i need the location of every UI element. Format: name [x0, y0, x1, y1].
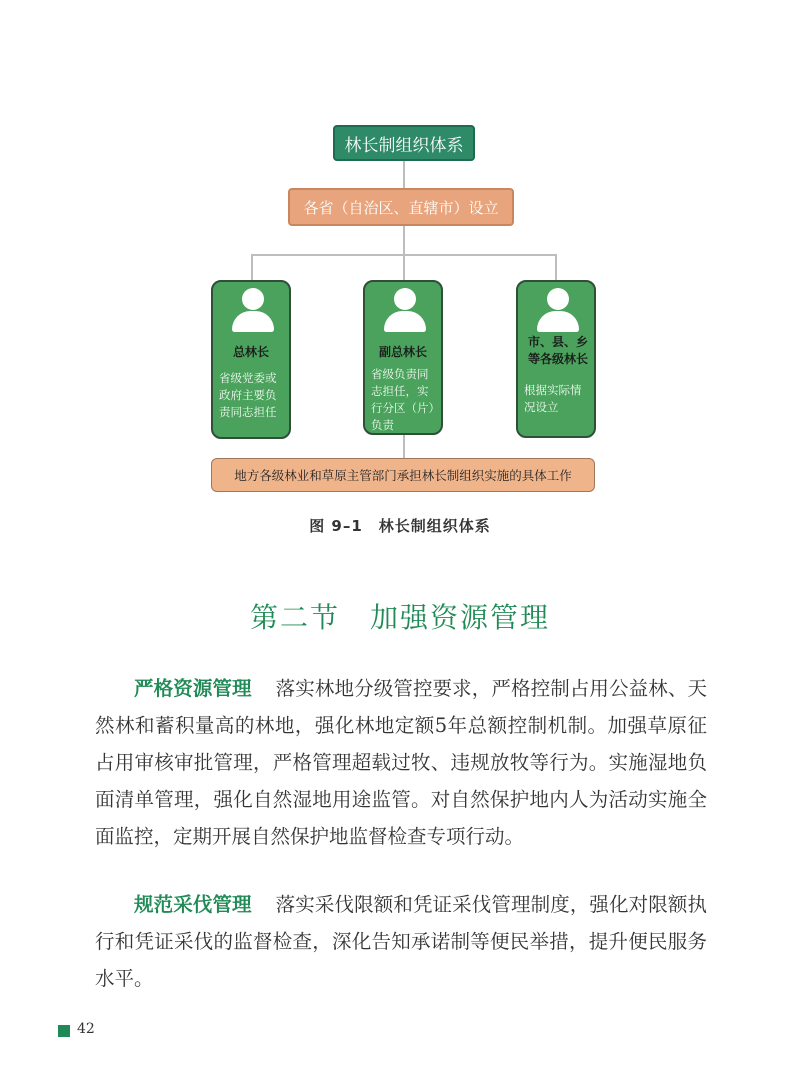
province-setup-box [288, 188, 514, 226]
connector-middle-drop [403, 254, 405, 280]
org-system-title: 林长制组织体系 [344, 135, 464, 156]
org-system-title-box [333, 125, 475, 161]
paragraph-body: 落实林地分级管控要求，严格控制占用公益林、天然林和蓄积量高的林地，强化林地定额5年总额控制机制。加强草原征占用审核审批管理，严格管理超载过牧、违规放牧等行为。实施湿地负面清单管理，强化自然湿地用途监管。对自然保护地内人为活动实施全面监控，定期开展自然保护地监督检查专项行动。 [95, 677, 707, 848]
paragraph-body: 落实采伐限额和凭证采伐管理制度，强化对限额执行和凭证采伐的监督检查，深化告知承诺制等便民举措，提升便民服务水平。 [95, 893, 707, 990]
paragraph-logging-management [95, 886, 707, 997]
connector-right-drop [555, 254, 557, 280]
person-icon [231, 288, 275, 332]
connector-province-down [403, 226, 405, 254]
role-title: 市、县、乡等各级林长 [527, 335, 588, 366]
paragraph-lead: 严格资源管理 [134, 677, 252, 700]
person-icon [383, 288, 427, 332]
connector-top-to-province [403, 161, 405, 188]
section-title: 第二节 加强资源管理 [249, 601, 550, 634]
implementation-box [211, 458, 595, 492]
paragraph-lead: 规范采伐管理 [134, 893, 252, 916]
implementation-label: 地方各级林业和草原主管部门承担林长制组织实施的具体工作 [234, 468, 572, 483]
connector-left-drop [251, 254, 253, 280]
role-description: 省级党委或政府主要负责同志担任 [219, 371, 277, 419]
province-setup-label: 各省（自治区、直辖市）设立 [303, 198, 499, 217]
role-card-local [516, 280, 596, 438]
role-description: 省级负责同志担任，实行分区（片）负责 [371, 367, 435, 432]
role-title: 副总林长 [378, 345, 427, 359]
connector-to-bottom [403, 434, 405, 458]
role-description: 根据实际情况设立 [524, 383, 582, 414]
role-title: 总林长 [232, 345, 269, 359]
role-card-chief [211, 280, 291, 439]
page-number: 42 [77, 1021, 95, 1037]
person-icon [536, 288, 580, 332]
role-card-deputy [363, 280, 443, 435]
figure-caption: 图 9–1 林长制组织体系 [309, 517, 491, 535]
page-marker-square [58, 1025, 70, 1037]
paragraph-resource-management [95, 670, 707, 855]
